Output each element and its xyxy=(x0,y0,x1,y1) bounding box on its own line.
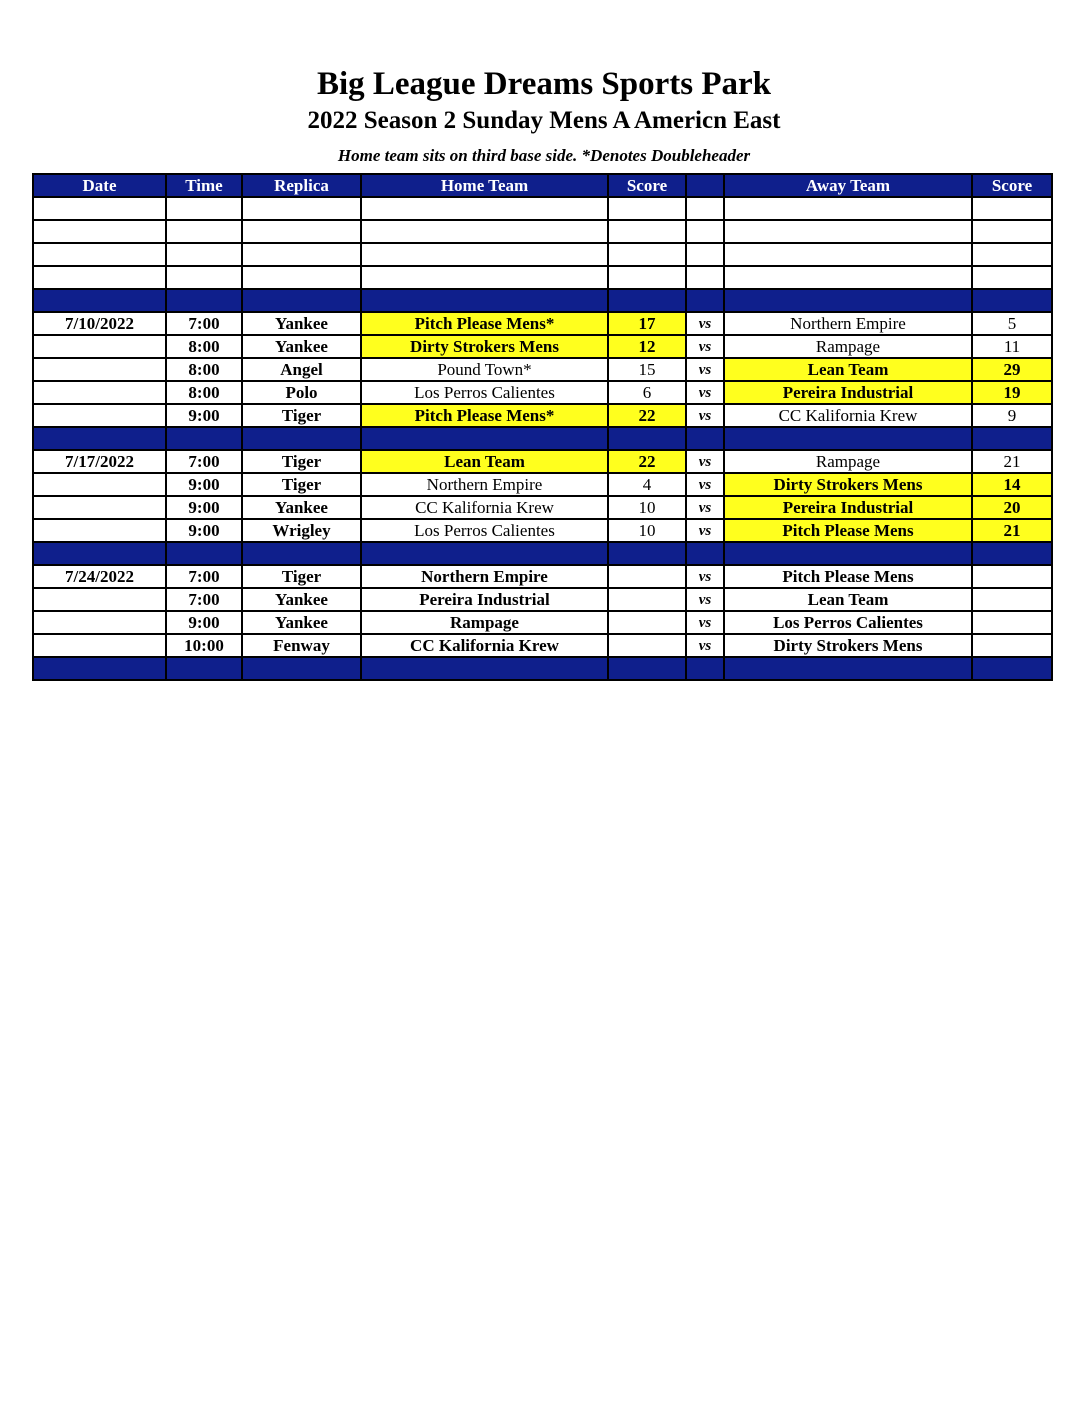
date-cell xyxy=(33,473,166,496)
time-cell: 9:00 xyxy=(166,473,242,496)
schedule-note: Home team sits on third base side. *Denotes Doubleheader xyxy=(337,146,751,165)
away-team-cell: Pereira Industrial xyxy=(724,381,972,404)
home-team-cell xyxy=(361,266,608,289)
home-team-cell: Lean Team xyxy=(361,450,608,473)
replica-cell: Fenway xyxy=(242,634,361,657)
time-cell xyxy=(166,289,242,312)
away-team-cell xyxy=(724,289,972,312)
home-team-cell xyxy=(361,197,608,220)
table-row xyxy=(33,634,1052,657)
date-cell xyxy=(33,197,166,220)
away-team-cell: Northern Empire xyxy=(724,312,972,335)
empty-row xyxy=(33,220,1052,243)
table-row xyxy=(33,473,1052,496)
table-row xyxy=(33,496,1052,519)
replica-cell: Polo xyxy=(242,381,361,404)
date-cell xyxy=(33,358,166,381)
away-score-cell: 21 xyxy=(972,519,1052,542)
home-score-cell xyxy=(608,657,686,680)
time-cell: 10:00 xyxy=(166,634,242,657)
vs-cell xyxy=(686,197,724,220)
table-row xyxy=(33,588,1052,611)
replica-cell xyxy=(242,657,361,680)
replica-cell: Yankee xyxy=(242,312,361,335)
away-score-cell xyxy=(972,565,1052,588)
col-header-vs xyxy=(686,174,724,197)
replica-cell: Yankee xyxy=(242,335,361,358)
table-row xyxy=(33,450,1052,473)
home-team-cell: Rampage xyxy=(361,611,608,634)
home-score-cell xyxy=(608,427,686,450)
home-score-cell xyxy=(608,542,686,565)
away-score-cell xyxy=(972,243,1052,266)
away-score-cell xyxy=(972,220,1052,243)
away-score-cell xyxy=(972,657,1052,680)
home-team-cell: Pitch Please Mens* xyxy=(361,312,608,335)
home-score-cell xyxy=(608,220,686,243)
home-score-cell xyxy=(608,243,686,266)
home-team-cell xyxy=(361,657,608,680)
replica-cell: Yankee xyxy=(242,588,361,611)
away-team-cell xyxy=(724,427,972,450)
away-score-cell: 19 xyxy=(972,381,1052,404)
home-team-cell: Los Perros Calientes xyxy=(361,381,608,404)
date-cell xyxy=(33,519,166,542)
home-score-cell: 10 xyxy=(608,496,686,519)
home-score-cell xyxy=(608,588,686,611)
away-team-cell: Dirty Strokers Mens xyxy=(724,473,972,496)
col-header-time: Time xyxy=(166,174,242,197)
replica-cell: Yankee xyxy=(242,611,361,634)
separator-row xyxy=(33,289,1052,312)
separator-row xyxy=(33,657,1052,680)
home-score-cell xyxy=(608,565,686,588)
replica-cell xyxy=(242,197,361,220)
vs-cell: vs xyxy=(686,496,724,519)
away-team-cell: Pitch Please Mens xyxy=(724,519,972,542)
table-row xyxy=(33,312,1052,335)
home-team-cell xyxy=(361,289,608,312)
separator-row xyxy=(33,542,1052,565)
home-score-cell: 4 xyxy=(608,473,686,496)
time-cell: 7:00 xyxy=(166,588,242,611)
time-cell: 7:00 xyxy=(166,450,242,473)
schedule-table xyxy=(32,173,1053,681)
date-cell: 7/10/2022 xyxy=(33,312,166,335)
away-team-cell: CC Kalifornia Krew xyxy=(724,404,972,427)
home-team-cell: Pitch Please Mens* xyxy=(361,404,608,427)
replica-cell: Tiger xyxy=(242,450,361,473)
vs-cell: vs xyxy=(686,473,724,496)
home-score-cell: 22 xyxy=(608,450,686,473)
table-row xyxy=(33,358,1052,381)
home-team-cell xyxy=(361,427,608,450)
time-cell xyxy=(166,197,242,220)
home-team-cell: Northern Empire xyxy=(361,473,608,496)
home-team-cell: Pereira Industrial xyxy=(361,588,608,611)
away-team-cell: Lean Team xyxy=(724,588,972,611)
table-row xyxy=(33,611,1052,634)
away-score-cell xyxy=(972,427,1052,450)
date-cell xyxy=(33,588,166,611)
time-cell: 8:00 xyxy=(166,335,242,358)
away-score-cell xyxy=(972,289,1052,312)
home-team-cell: Northern Empire xyxy=(361,565,608,588)
date-cell xyxy=(33,220,166,243)
away-score-cell: 11 xyxy=(972,335,1052,358)
vs-cell: vs xyxy=(686,450,724,473)
replica-cell: Yankee xyxy=(242,496,361,519)
away-team-cell xyxy=(724,243,972,266)
time-cell: 7:00 xyxy=(166,565,242,588)
date-cell xyxy=(33,634,166,657)
away-team-cell: Pitch Please Mens xyxy=(724,565,972,588)
home-team-cell xyxy=(361,243,608,266)
time-cell: 8:00 xyxy=(166,358,242,381)
vs-cell: vs xyxy=(686,519,724,542)
empty-row xyxy=(33,197,1052,220)
page-title: Big League Dreams Sports Park xyxy=(316,66,772,102)
date-cell: 7/17/2022 xyxy=(33,450,166,473)
away-score-cell: 29 xyxy=(972,358,1052,381)
away-team-cell: Los Perros Calientes xyxy=(724,611,972,634)
away-team-cell xyxy=(724,657,972,680)
time-cell: 9:00 xyxy=(166,404,242,427)
away-score-cell xyxy=(972,542,1052,565)
date-cell xyxy=(33,657,166,680)
home-team-cell: Dirty Strokers Mens xyxy=(361,335,608,358)
time-cell: 7:00 xyxy=(166,312,242,335)
away-score-cell xyxy=(972,266,1052,289)
replica-cell xyxy=(242,427,361,450)
home-team-cell: Pound Town* xyxy=(361,358,608,381)
away-team-cell: Rampage xyxy=(724,335,972,358)
time-cell: 8:00 xyxy=(166,381,242,404)
table-row xyxy=(33,404,1052,427)
date-cell xyxy=(33,427,166,450)
col-header-replica: Replica xyxy=(242,174,361,197)
col-header-home-team: Home Team xyxy=(361,174,608,197)
date-cell xyxy=(33,266,166,289)
vs-cell xyxy=(686,657,724,680)
empty-row xyxy=(33,243,1052,266)
date-cell xyxy=(33,381,166,404)
col-header-date: Date xyxy=(33,174,166,197)
vs-cell: vs xyxy=(686,404,724,427)
vs-cell xyxy=(686,542,724,565)
time-cell xyxy=(166,243,242,266)
replica-cell: Angel xyxy=(242,358,361,381)
vs-cell xyxy=(686,427,724,450)
home-score-cell xyxy=(608,289,686,312)
time-cell: 9:00 xyxy=(166,611,242,634)
vs-cell xyxy=(686,243,724,266)
vs-cell xyxy=(686,220,724,243)
vs-cell: vs xyxy=(686,588,724,611)
replica-cell xyxy=(242,289,361,312)
home-team-cell: CC Kalifornia Krew xyxy=(361,634,608,657)
away-team-cell: Lean Team xyxy=(724,358,972,381)
away-score-cell: 21 xyxy=(972,450,1052,473)
date-cell xyxy=(33,243,166,266)
away-team-cell xyxy=(724,220,972,243)
home-score-cell: 22 xyxy=(608,404,686,427)
col-header-away-team: Away Team xyxy=(724,174,972,197)
table-header-row xyxy=(33,174,1052,197)
away-team-cell xyxy=(724,197,972,220)
vs-cell: vs xyxy=(686,634,724,657)
replica-cell: Tiger xyxy=(242,404,361,427)
home-score-cell: 10 xyxy=(608,519,686,542)
replica-cell xyxy=(242,542,361,565)
home-score-cell: 15 xyxy=(608,358,686,381)
home-team-cell: CC Kalifornia Krew xyxy=(361,496,608,519)
away-score-cell: 5 xyxy=(972,312,1052,335)
time-cell xyxy=(166,657,242,680)
replica-cell xyxy=(242,243,361,266)
home-team-cell xyxy=(361,220,608,243)
time-cell xyxy=(166,266,242,289)
away-score-cell xyxy=(972,197,1052,220)
time-cell xyxy=(166,542,242,565)
home-score-cell xyxy=(608,611,686,634)
time-cell xyxy=(166,427,242,450)
replica-cell: Tiger xyxy=(242,473,361,496)
time-cell xyxy=(166,220,242,243)
time-cell: 9:00 xyxy=(166,519,242,542)
table-row xyxy=(33,565,1052,588)
away-team-cell: Pereira Industrial xyxy=(724,496,972,519)
col-header-home-score: Score xyxy=(608,174,686,197)
home-team-cell: Los Perros Calientes xyxy=(361,519,608,542)
away-team-cell xyxy=(724,542,972,565)
home-team-cell xyxy=(361,542,608,565)
replica-cell: Tiger xyxy=(242,565,361,588)
away-score-cell xyxy=(972,588,1052,611)
away-score-cell xyxy=(972,634,1052,657)
away-score-cell: 9 xyxy=(972,404,1052,427)
date-cell xyxy=(33,289,166,312)
vs-cell xyxy=(686,266,724,289)
replica-cell xyxy=(242,220,361,243)
date-cell xyxy=(33,404,166,427)
empty-row xyxy=(33,266,1052,289)
date-cell: 7/24/2022 xyxy=(33,565,166,588)
vs-cell: vs xyxy=(686,358,724,381)
home-score-cell: 17 xyxy=(608,312,686,335)
away-team-cell: Rampage xyxy=(724,450,972,473)
replica-cell xyxy=(242,266,361,289)
vs-cell: vs xyxy=(686,335,724,358)
vs-cell: vs xyxy=(686,312,724,335)
home-score-cell: 6 xyxy=(608,381,686,404)
separator-row xyxy=(33,427,1052,450)
home-score-cell xyxy=(608,634,686,657)
away-score-cell: 14 xyxy=(972,473,1052,496)
away-team-cell: Dirty Strokers Mens xyxy=(724,634,972,657)
vs-cell: vs xyxy=(686,565,724,588)
date-cell xyxy=(33,611,166,634)
home-score-cell xyxy=(608,197,686,220)
home-score-cell: 12 xyxy=(608,335,686,358)
away-team-cell xyxy=(724,266,972,289)
vs-cell: vs xyxy=(686,381,724,404)
vs-cell: vs xyxy=(686,611,724,634)
table-row xyxy=(33,381,1052,404)
away-score-cell xyxy=(972,611,1052,634)
col-header-away-score: Score xyxy=(972,174,1052,197)
date-cell xyxy=(33,335,166,358)
time-cell: 9:00 xyxy=(166,496,242,519)
replica-cell: Wrigley xyxy=(242,519,361,542)
home-score-cell xyxy=(608,266,686,289)
table-row xyxy=(33,519,1052,542)
page-subtitle: 2022 Season 2 Sunday Mens A Americn East xyxy=(307,107,781,134)
vs-cell xyxy=(686,289,724,312)
date-cell xyxy=(33,496,166,519)
away-score-cell: 20 xyxy=(972,496,1052,519)
table-row xyxy=(33,335,1052,358)
date-cell xyxy=(33,542,166,565)
schedule-body xyxy=(33,197,1052,680)
